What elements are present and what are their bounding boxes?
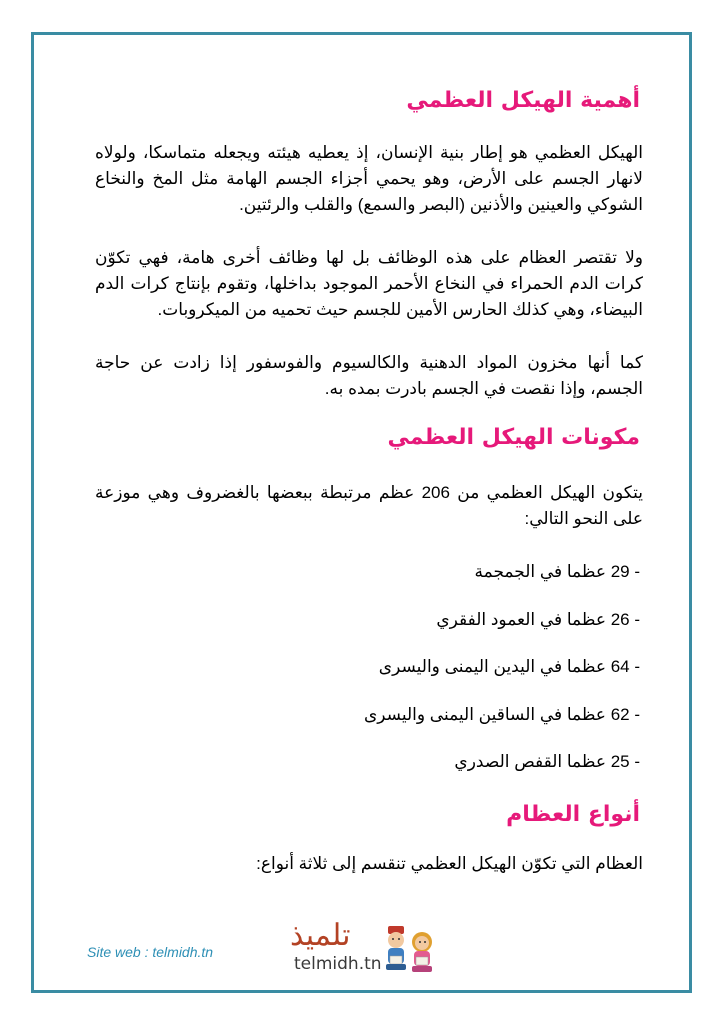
types-intro: العظام التي تكوّن الهيكل العظمي تنقسم إلى ثلاثة أنواع: — [256, 854, 643, 873]
kids-reading-icon — [380, 924, 440, 979]
heading-importance: أهمية الهيكل العظمي — [406, 88, 640, 113]
paragraph-1: الهيكل العظمي هو إطار بنية الإنسان، إذ يعطيه هيئته ويجعله متماسكا، ولولاه لانهار الجسم على الأرض، وهو يحمي أجزاء الجسم الهامة مثل المخ والنخاع الشوكي والعينين والأذنين (البصر والسمع) والقلب والرئتين. — [95, 143, 643, 214]
site-link[interactable]: Site web : telmidh.tn — [87, 944, 214, 960]
list-item: - 64 عظما في اليدين اليمنى واليسرى — [378, 657, 640, 676]
list-item: - 25 عظما القفص الصدري — [454, 752, 640, 771]
logo-latin-text: telmidh.tn — [294, 954, 382, 974]
paragraph-3: كما أنها مخزون المواد الدهنية والكالسيوم والفوسفور إذا زادت عن حاجة الجسم، وإذا نقصت في الجسم بادرت بمده به. — [95, 353, 643, 398]
heading-components: مكونات الهيكل العظمي — [387, 425, 640, 450]
paragraph-2: ولا تقتصر العظام على هذه الوظائف بل لها وظائف أخرى هامة، فهي تكوّن كرات الدم الحمراء في النخاع الأحمر الموجود بداخلها، وتقوم بإنتاج كرات الدم البيضاء، وهي كذلك الحارس الأمين للجسم حيث تحميه من الميكروبات. — [95, 248, 643, 319]
components-intro: يتكون الهيكل العظمي من 206 عظم مرتبطة ببعضها بالغضروف وهي موزعة على النحو التالي: — [95, 483, 643, 528]
logo-arabic-text: تلميذ — [290, 918, 351, 953]
heading-types: أنواع العظام — [506, 802, 640, 827]
telmidh-logo — [290, 918, 440, 982]
list-item: - 62 عظما في الساقين اليمنى واليسرى — [363, 705, 640, 724]
list-item: - 29 عظما في الجمجمة — [474, 562, 640, 581]
list-item: - 26 عظما في العمود الفقري — [436, 610, 640, 629]
